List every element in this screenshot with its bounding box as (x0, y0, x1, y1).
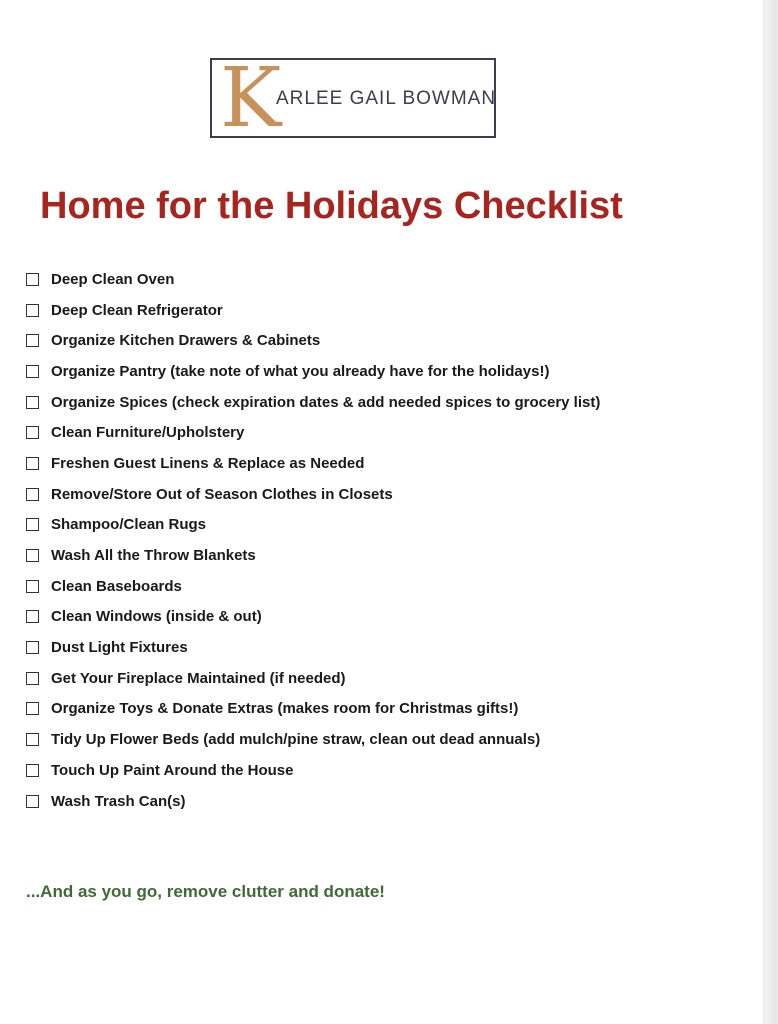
checkbox[interactable] (26, 672, 39, 685)
checkbox[interactable] (26, 365, 39, 378)
checklist-item-label: Wash All the Throw Blankets (51, 547, 256, 565)
checkbox[interactable] (26, 580, 39, 593)
checklist-item-label: Get Your Fireplace Maintained (if needed) (51, 669, 346, 687)
checklist-item-label: Clean Baseboards (51, 577, 182, 595)
logo-letter: K (220, 51, 282, 146)
checklist-item[interactable] (26, 724, 600, 755)
checklist-item-label: Organize Toys & Donate Extras (makes room for Christmas gifts!) (51, 700, 519, 718)
checklist-item[interactable] (26, 295, 600, 326)
checklist-item-label: Clean Windows (inside & out) (51, 608, 262, 626)
checklist-item[interactable] (26, 755, 600, 786)
checklist-item[interactable] (26, 602, 600, 633)
checklist-item-label: Deep Clean Refrigerator (51, 301, 223, 319)
checkbox[interactable] (26, 488, 39, 501)
checklist-item-label: Clean Furniture/Upholstery (51, 424, 245, 442)
checklist-item[interactable] (26, 786, 600, 817)
logo-name: ARLEE GAIL BOWMAN (276, 88, 497, 109)
checkbox[interactable] (26, 641, 39, 654)
checklist-item-label: Organize Spices (check expiration dates & add needed spices to grocery list) (51, 393, 601, 411)
checkbox[interactable] (26, 457, 39, 470)
checkbox[interactable] (26, 733, 39, 746)
checklist-item-label: Tidy Up Flower Beds (add mulch/pine straw, clean out dead annuals) (51, 731, 541, 749)
checklist-item[interactable] (26, 417, 600, 448)
checklist-item-label: Shampoo/Clean Rugs (51, 516, 207, 534)
checklist-item[interactable] (26, 448, 600, 479)
checklist (26, 264, 600, 816)
checklist-item-label: Deep Clean Oven (51, 270, 175, 288)
checklist-item[interactable] (26, 387, 600, 418)
checklist-item-label: Organize Kitchen Drawers & Cabinets (51, 332, 321, 350)
checkbox[interactable] (26, 518, 39, 531)
checklist-item-label: Organize Pantry (take note of what you already have for the holidays!) (51, 362, 550, 380)
checklist-item-label: Dust Light Fixtures (51, 639, 188, 657)
checklist-item[interactable] (26, 663, 600, 694)
checkbox[interactable] (26, 334, 39, 347)
checkbox[interactable] (26, 764, 39, 777)
checkbox[interactable] (26, 702, 39, 715)
checklist-item[interactable] (26, 479, 600, 510)
checkbox[interactable] (26, 549, 39, 562)
checklist-item-label: Touch Up Paint Around the House (51, 761, 294, 779)
checkbox[interactable] (26, 795, 39, 808)
checkbox[interactable] (26, 273, 39, 286)
checklist-item-label: Wash Trash Can(s) (51, 792, 186, 810)
checklist-item[interactable] (26, 540, 600, 571)
checklist-item[interactable] (26, 632, 600, 663)
page-title: Home for the Holidays Checklist (40, 185, 623, 227)
checklist-item[interactable] (26, 264, 600, 295)
checklist-item[interactable] (26, 356, 600, 387)
logo (210, 51, 497, 146)
checkbox[interactable] (26, 396, 39, 409)
checklist-item[interactable] (26, 571, 600, 602)
footer-note: ...And as you go, remove clutter and donate! (26, 882, 385, 901)
checklist-item-label: Remove/Store Out of Season Clothes in Closets (51, 485, 393, 503)
checklist-item-label: Freshen Guest Linens & Replace as Needed (51, 454, 365, 472)
checkbox[interactable] (26, 610, 39, 623)
page-edge (763, 0, 778, 1024)
checkbox[interactable] (26, 426, 39, 439)
checklist-item[interactable] (26, 325, 600, 356)
checkbox[interactable] (26, 304, 39, 317)
checklist-item[interactable] (26, 694, 600, 725)
checklist-item[interactable] (26, 510, 600, 541)
